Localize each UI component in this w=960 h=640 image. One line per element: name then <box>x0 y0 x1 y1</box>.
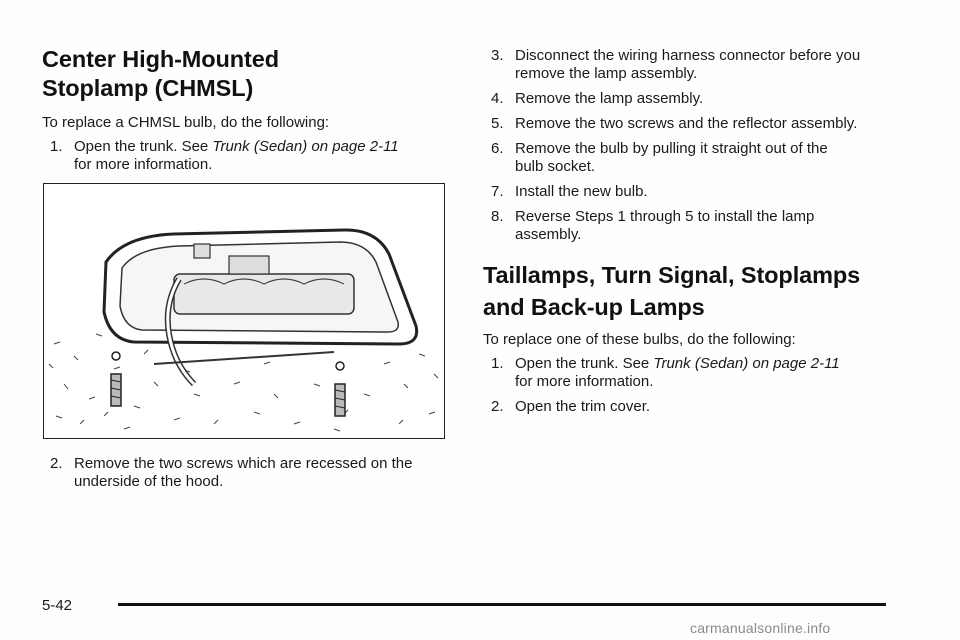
footer-divider <box>118 603 886 606</box>
heading-line: Center High-Mounted <box>42 46 279 72</box>
step-text: Remove the two screws which are recessed on the <box>74 455 413 472</box>
heading-line: Stoplamp (CHMSL) <box>42 75 254 101</box>
step-text: for more information. <box>74 156 213 173</box>
step-text: remove the lamp assembly. <box>515 65 698 82</box>
chmsl-illustration <box>43 183 445 439</box>
step-number: 1. <box>50 138 63 155</box>
intro-text: To replace a CHMSL bulb, do the following: <box>42 114 330 131</box>
list-item <box>42 455 462 491</box>
page-number: 5-42 <box>42 597 73 614</box>
heading-line: Taillamps, Turn Signal, Stoplamps <box>483 262 861 288</box>
screw-icon <box>335 362 345 416</box>
list-item <box>483 183 923 201</box>
step-number: 2. <box>491 398 504 415</box>
step-number: 1. <box>491 355 504 372</box>
step-text: Remove the two screws and the reflector assembly. <box>515 115 858 132</box>
steps-list <box>42 455 462 491</box>
step-number: 8. <box>491 208 504 225</box>
step-text: underside of the hood. <box>74 473 224 490</box>
lamp-assembly-drawing <box>44 184 444 438</box>
screw-icon <box>111 352 121 406</box>
section-heading-chmsl <box>42 45 279 103</box>
step-text: Install the new bulb. <box>515 183 648 200</box>
step-text: Open the trunk. See <box>515 355 654 372</box>
cross-reference-link[interactable]: Trunk (Sedan) on page 2-11 <box>653 355 840 372</box>
step-text: Disconnect the wiring harness connector before you <box>515 47 861 64</box>
cross-reference-link[interactable]: Trunk (Sedan) on page 2-11 <box>212 138 399 155</box>
list-item <box>483 355 923 391</box>
heading-line: and Back-up Lamps <box>483 294 705 320</box>
step-text: Open the trim cover. <box>515 398 651 415</box>
watermark: carmanualsonline.info <box>690 620 831 636</box>
step-text: Reverse Steps 1 through 5 to install the lamp <box>515 208 815 225</box>
step-number: 6. <box>491 140 504 157</box>
list-item <box>483 115 923 133</box>
carpet-texture <box>49 334 438 431</box>
step-text: Remove the bulb by pulling it straight out of the <box>515 140 828 157</box>
list-item <box>483 140 923 176</box>
step-number: 7. <box>491 183 504 200</box>
step-text: bulb socket. <box>515 158 596 175</box>
step-text: Remove the lamp assembly. <box>515 90 704 107</box>
steps-list <box>42 138 452 174</box>
step-number: 2. <box>50 455 63 472</box>
step-number: 4. <box>491 90 504 107</box>
list-item <box>483 47 923 83</box>
reflector-assembly <box>174 274 354 314</box>
step-text: Open the trunk. See <box>74 138 213 155</box>
section-heading-taillamps <box>483 259 860 323</box>
list-item <box>483 208 923 244</box>
step-text: for more information. <box>515 373 654 390</box>
step-number: 5. <box>491 115 504 132</box>
list-item <box>483 398 923 416</box>
step-number: 3. <box>491 47 504 64</box>
steps-list <box>483 355 923 416</box>
step-text: assembly. <box>515 226 582 243</box>
list-item <box>483 90 923 108</box>
steps-list <box>483 47 923 244</box>
list-item <box>42 138 452 174</box>
intro-text: To replace one of these bulbs, do the following: <box>483 331 796 348</box>
bulb-socket <box>229 256 269 274</box>
